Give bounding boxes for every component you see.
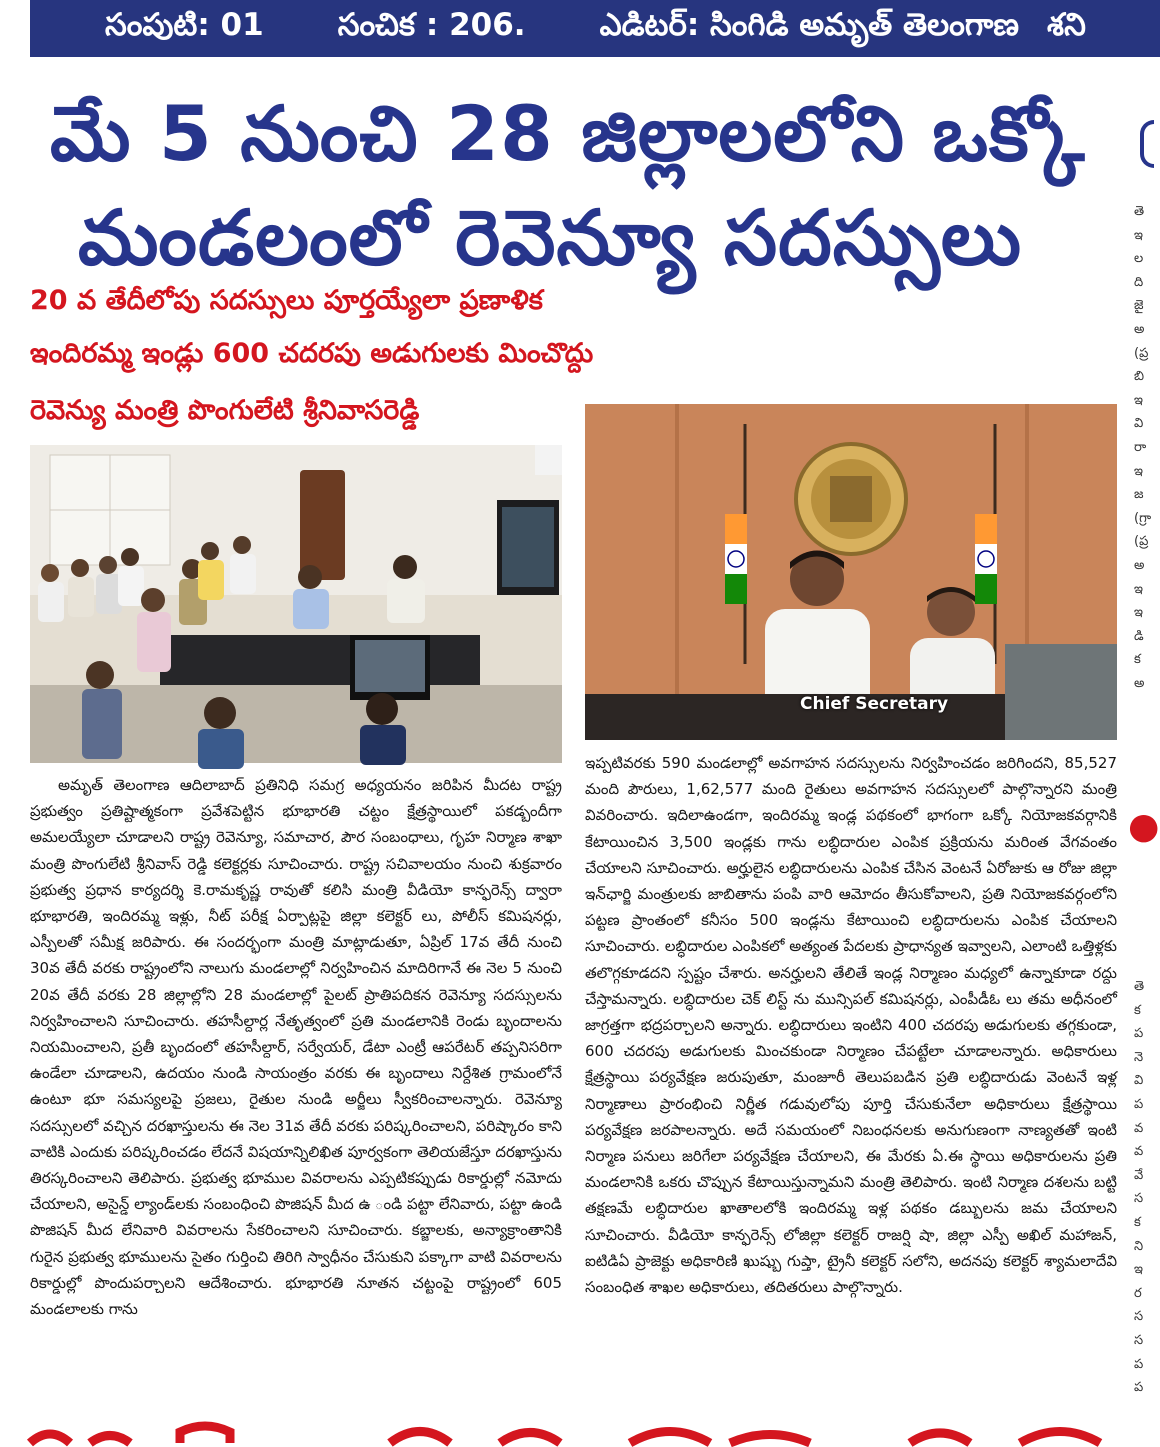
adjacent-column-glyph: వ — [1134, 1144, 1144, 1160]
adjacent-column-glyph: ప — [1134, 1380, 1144, 1396]
masthead-day: శని — [1047, 7, 1086, 43]
adjacent-column-glyph: ఇ — [1134, 463, 1143, 479]
adjacent-column-glyph: అ — [1134, 557, 1145, 573]
chief-secretary-caption: Chief Secretary — [800, 694, 949, 714]
article-right-column — [585, 750, 1117, 1300]
adjacent-column-glyph: ఇ — [1134, 392, 1143, 408]
adjacent-column-glyph: (ప్ర — [1134, 534, 1149, 550]
adjacent-column-glyph: తె — [1134, 979, 1145, 994]
headline-line-2: మండలంలో రెవెన్యూ సదస్సులు — [78, 193, 1023, 282]
adjacent-red-glyph: ● — [1128, 806, 1160, 847]
subheadline-2: ఇందిరమ్మ ఇండ్లు 600 చదరపు అడుగులకు మించొద్దు — [30, 338, 594, 369]
adjacent-column-glyph: స — [1134, 1309, 1144, 1325]
adjacent-column-glyph: నె — [1134, 1049, 1144, 1065]
adjacent-column-glyph: ప — [1134, 1026, 1144, 1042]
adjacent-column-glyph: (గ్రా — [1134, 510, 1152, 526]
adjacent-column-glyph: అ — [1134, 321, 1145, 337]
meeting-room-photo — [30, 445, 562, 763]
adjacent-column-glyph: ఇ — [1134, 1262, 1143, 1278]
subheadline-1: 20 వ తేదీలోపు సదస్సులు పూర్తయ్యేలా ప్రణాళిక — [30, 285, 543, 316]
article-left-column — [30, 772, 562, 1322]
adjacent-column-glyph: స — [1134, 1332, 1144, 1348]
adjacent-column-glyph: క — [1134, 1214, 1141, 1230]
adjacent-column-glyph: స — [1134, 1191, 1144, 1207]
adjacent-column-glyph: ఇ — [1134, 227, 1143, 243]
adjacent-column-glyph: ఇ — [1134, 605, 1143, 621]
issue-number: సంచిక : 206. — [337, 7, 526, 43]
volume-number: సంపుటి: 01 — [105, 7, 264, 43]
adjacent-column-glyph: అ — [1134, 675, 1145, 691]
adjacent-column-glyph: వి — [1134, 416, 1144, 432]
adjacent-column-glyph: ప — [1134, 1356, 1144, 1372]
article-right-text: ఇప్పటివరకు 590 మండలాల్లో అవగాహన సదస్సులను నిర్వహించడం జరిగిందని, 85,527 మంది పౌరులు, 1,62,577 మంది రైతులు అవగాహన సదస్సులలో పాల్గొన్నారని మంత్రి వివరించారు. ఇదిలాఉండగా, ఇందిరమ్మ ఇండ్ల పథకంలో భాగంగా ఒక్కో నియోజకవర్గానికి కేటాయించిన 3,500 ఇండ్లకు గాను లబ్ధిదారుల ఎంపిక ప్రక్రియను మరింత వేగవంతం చేయాలని సూచించారు. అర్హులైన లబ్ధిదారులను ఎంపిక చేసిన వెంటనే ఏరోజుకు ఆ రోజు జిల్లా ఇన్‌ఛార్జి మంత్రులకు జాబితాను పంపి వారి ఆమోదం తీసుకోవాలని, ప్రతి నియోజకవర్గంలోని పట్టణ ప్రాంతంలో కనీసం 500 ఇండ్లను కేటాయించి లబ్ధిదారులను ఎంపిక చేయాలని సూచించారు. లబ్ధిదారుల ఎంపికలో అత్యంత పేదలకు ప్రాధాన్యత ఇవ్వాలని, ఎలాంటి ఒత్తిళ్లకు తలొగ్గకూడదని స్పష్టం చేశారు. అనర్హులని తేలితే ఇండ్ల నిర్మాణం మధ్యలో ఉన్నాకూడా రద్దు చేస్తామన్నారు. లబ్ధిదారుల చెక్ లిస్ట్ ను మున్సిపల్ కమిషనర్లు, ఎంపీడీఓ లు తమ అధీనంలో జాగ్రత్తగా భద్రపర్చాలని అన్నారు. లబ్ధిదారులు ఇంటిని 400 చదరపు అడుగులకు తగ్గకుండా, 600 చదరపు అడుగులకు మించకుండా నిర్మాణం చేపట్టేలా చూడాలన్నారు. అధికారులు క్షేత్రస్థాయి పర్యవేక్షణ జరుపుతూ, మంజూరీ తెలుపబడిన ప్రతి లబ్ధిదారుడు వెంటనే ఇళ్ల నిర్మాణాలు ప్రారంభించి నిర్ణీత గడువులోపు పూర్తి చేసుకునేలా అధికారులు క్షేత్రస్థాయి పర్యవేక్షణ జరపాలన్నారు. అదే సమయంలో నిబంధనలకు అనుగుణంగా నాణ్యతతో ఇంటి నిర్మాణ పనులు జరిగేలా పర్యవేక్షణ చేయాలని, ఈ మేరకు ఏ.ఈ స్థాయి అధికారులను ప్రతి మండలానికి ఒకరు చొప్పున కేటాయిస్తున్నామని మంత్రి తెలిపారు. ఇంటి నిర్మాణ దశలను బట్టి తక్షణమే లబ్ధిదారుల ఖాతాలలోకి ఇందిరమ్మ ఇళ్ల పథకం డబ్బులను జమ చేయాలని సూచించారు. వీడియో కాన్ఫరెన్స్ లోజిల్లా కలెక్టర్ రాజర్షి షా, జిల్లా ఎస్పీ అఖిల్ మహాజన్, ఐటిడిఏ ప్రాజెక్టు అధికారిణి ఖుష్బు గుప్తా, ట్రైనీ కలెక్టర్ సలోని, అదనపు కలెక్టర్ శ్యామలాదేవి సంబంధిత శాఖల అధికారులు, తదితరులు పాల్గొన్నారు. — [585, 754, 1117, 1297]
adjacent-column-glyph: జ — [1134, 487, 1144, 503]
adjacent-column-glyph: బి — [1134, 369, 1145, 385]
adjacent-column-glyph: డి — [1134, 628, 1144, 644]
adjacent-column-glyph: రా — [1134, 439, 1147, 455]
subheadline-3: రెవెన్యు మంత్రి పొంగులేటి శ్రీనివాసరెడ్డి — [30, 395, 420, 426]
adjacent-column-fragment-top — [1134, 200, 1150, 695]
headline-line-1: మే 5 నుంచి 28 జిల్లాలలోని ఒక్కో — [50, 89, 1086, 178]
adjacent-column-glyph: (ప్ర — [1134, 345, 1149, 361]
adjacent-column-glyph: క — [1134, 1002, 1141, 1018]
video-feed-illustration — [585, 404, 1117, 740]
adjacent-column-glyph: ప — [1134, 1096, 1144, 1112]
adjacent-column-glyph: క — [1134, 652, 1141, 668]
adjacent-column-glyph: జై — [1134, 298, 1144, 314]
adjacent-column-glyph: ర — [1134, 1285, 1142, 1301]
adjacent-column-fragment-bottom — [1134, 975, 1150, 1400]
adjacent-column-glyph: వే — [1134, 1167, 1144, 1183]
next-headline-fragment — [30, 1420, 1150, 1443]
adjacent-column-glyph: ని — [1134, 1238, 1144, 1254]
adjacent-column-glyph: ల — [1134, 251, 1144, 267]
article-left-text: అమృత్ తెలంగాణ ఆదిలాబాద్ ప్రతినిధి సమగ్ర అధ్యయనం జరిపిన మీదట రాష్ట్ర ప్రభుత్వం ప్రతిష్టాత్మకంగా ప్రవేశపెట్టిన భూభారతి చట్టం క్షేత్రస్థాయిలో పకడ్బందీగా అమలయ్యేలా చూడాలని రాష్ట్ర రెవెన్యూ, సమాచార, పౌర సంబంధాలు, గృహ నిర్మాణ శాఖా మంత్రి పొంగులేటి శ్రీనివాస్ రెడ్డి కలెక్టర్లకు సూచించారు. రాష్ట్ర సచివాలయం నుంచి శుక్రవారం ప్రభుత్వ ప్రధాన కార్యదర్శి కె.రామకృష్ణ రావుతో కలిసి మంత్రి వీడియో కాన్ఫరెన్స్ ద్వారా భూభారతి, ఇందిరమ్మ ఇళ్లు, నీట్ పరీక్ష ఏర్పాట్లపై జిల్లా కలెక్టర్ లు, పోలీస్ కమిషనర్లు, ఎస్పీలతో సమీక్ష జరిపారు. ఈ సందర్భంగా మంత్రి మాట్లాడుతూ, ఏప్రిల్ 17వ తేదీ నుంచి 30వ తేదీ వరకు రాష్ట్రంలోని నాలుగు మండలాల్లో నిర్వహించిన మాదిరిగానే ఈ నెల 5 నుంచి 20వ తేదీ వరకు 28 జిల్లాల్లోని 28 మండలాల్లో పైలట్ ప్రాతిపదికన రెవెన్యూ సదస్సులను నిర్వహించాలని సూచించారు. తహసీల్దార్ల నేతృత్వంలో ప్రతి మండలానికి రెండు బృందాలను నియమించాలని, ప్రతీ బృందంలో తహసీల్దార్, సర్వేయర్, డేటా ఎంట్రీ ఆపరేటర్ తప్పనిసరిగా ఉండేలా చూడాలని, ఉదయం నుండి సాయంత్రం వరకు ఈ బృందాలు నిర్దేశిత గ్రామంలోనే ఉంటూ భూ సమస్యలపై ప్రజలు, రైతుల నుండి అర్జీలు స్వీకరించాలన్నారు. రెవెన్యూ సదస్సులలో వచ్చిన దరఖాస్తులను ఈ నెల 31వ తేదీ వరకు పరిష్కరించాలని, పరిష్కారం కాని వాటికి ఎందుకు పరిష్కరించడం లేదనే విషయాన్నిలిఖిత పూర్వకంగా తెలియజేస్తూ దరఖాస్తును తిరస్కరించాలని తెలిపారు. ప్రభుత్వ భూముల వివరాలను ఎప్పటికప్పుడు రికార్డుల్లో నమోదు చేయాలని, అసైన్డ్ ల్యాండ్‌లకు సంబంధించి పొజిషన్ మీద ఉ ండి పట్టా లేనివారు, పట్టా ఉండి పొజిషన్ మీద లేనివారి వివరాలను సేకరించాలని సూచించారు. కబ్జాలకు, అన్యాక్రాంతానికి గురైన ప్రభుత్వ భూములను సైతం గుర్తించి తిరిగి స్వాధీనం చేసుకుని పక్కాగా వాటి వివరాలను రికార్డుల్లో పొందుపర్చాలని ఆదేశించారు. భూభారతి నూతన చట్టంపై రాష్ట్రంలో 605 మండలాలకు గాను — [30, 776, 562, 1319]
masthead — [30, 0, 1160, 57]
video-conference-photo — [585, 404, 1117, 740]
headline-overflow-glyph — [1140, 120, 1154, 168]
adjacent-column-glyph: తె — [1134, 204, 1145, 219]
adjacent-column-glyph: వ — [1134, 1120, 1144, 1136]
adjacent-column-glyph: వి — [1134, 1073, 1144, 1089]
adjacent-column-glyph: ఇ — [1134, 581, 1143, 597]
editor-name: ఎడిటర్: సింగిడి అమృత్ తెలంగాణ — [599, 7, 1020, 43]
adjacent-column-glyph: ది — [1134, 274, 1144, 290]
meeting-room-illustration — [30, 445, 562, 763]
